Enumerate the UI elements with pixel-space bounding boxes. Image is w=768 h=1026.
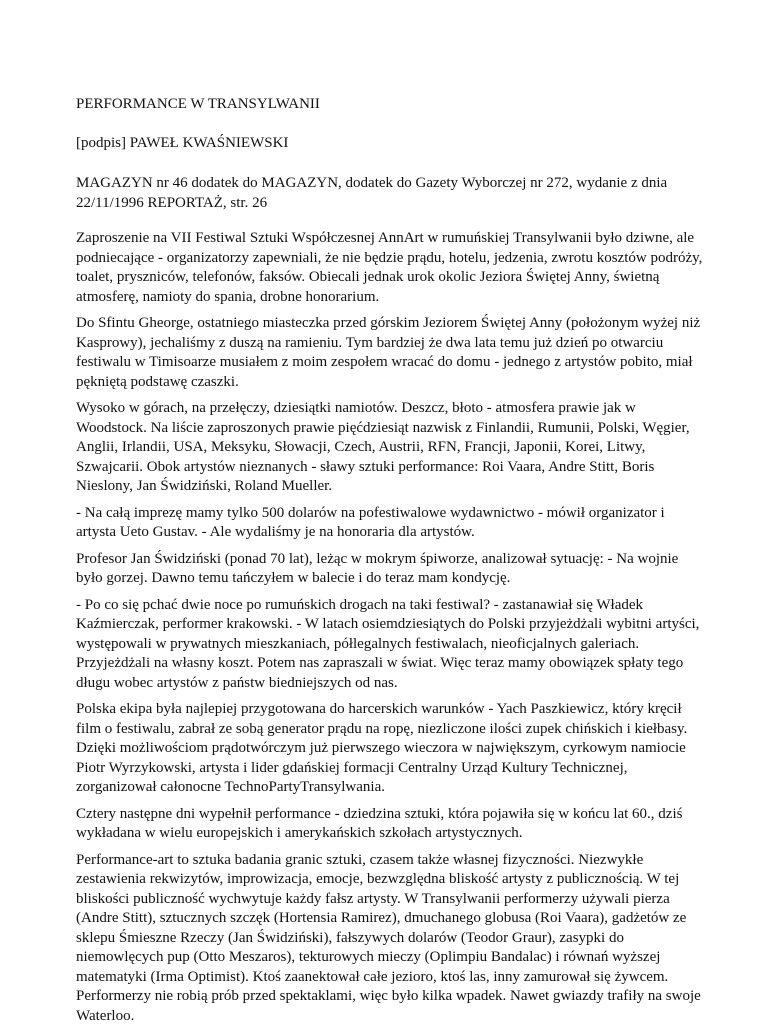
- paragraph: Wysoko w górach, na przełęczy, dziesiątki namiotów. Deszcz, błoto - atmosfera prawie jak w Woodstock. Na liście zaproszonych prawie pięćdziesiąt nazwisk z Finlandii, Rumunii, Polski, Węgier, Anglii, Irlandii, USA, Meksyku, Słowacji, Czech, Austrii, RFN, Francji, Japonii, Korei, Litwy, Szwajcarii. Obok artystów nieznanych - sławy sztuki performance: Roi Vaara, Andre Stitt, Boris Nieslony, Jan Świdziński, Roland Mueller.: [76, 399, 708, 497]
- article-byline: [podpis] PAWEŁ KWAŚNIEWSKI: [76, 134, 708, 154]
- article-source: MAGAZYN nr 46 dodatek do MAGAZYN, dodatek do Gazety Wyborczej nr 272, wydanie z dnia 22/11/1996 REPORTAŻ, str. 26: [76, 174, 708, 213]
- paragraph: Polska ekipa była najlepiej przygotowana do harcerskich warunków - Yach Paszkiewicz, który kręcił film o festiwalu, zabrał ze sobą generator prądu na ropę, niezliczone ilości zupek chińskich i kiełbasy. Dzięki możliwościom prądotwórczym już pierwszego wieczora w największym, cyrkowym namiocie Piotr Wyrzykowski, artysta i lider gdańskiej formacji Centralny Urząd Kultury Technicznej, zorganizował całonocne TechnoPartyTransylwania.: [76, 700, 708, 798]
- paragraph: - Po co się pchać dwie noce po rumuńskich drogach na taki festiwal? - zastanawiał się Władek Kaźmierczak, performer krakowski. - W latach osiemdziesiątych do Polski przyjeżdżali wybitni artyści, występowali w prywatnych mieszkaniach, półlegalnych festiwalach, nieoficjalnych galeriach. Przyjeżdżali na własny koszt. Potem nas zapraszali w świat. Więc teraz mamy obowiązek spłaty tego długu wobec artystów z państw biedniejszych od nas.: [76, 596, 708, 694]
- paragraph: Do Sfintu Gheorge, ostatniego miasteczka przed górskim Jeziorem Świętej Anny (położonym wyżej niż Kasprowy), jechaliśmy z duszą na ramieniu. Tym bardziej że dwa lata temu już dzień po otwarciu festiwalu w Timisoarze musiałem z moim zespołem wracać do domu - jednego z artystów pobito, miał pękniętą podstawę czaszki.: [76, 314, 708, 392]
- paragraph: Performance-art to sztuka badania granic sztuki, czasem także własnej fizyczności. Niezwykłe zestawienia rekwizytów, improwizacja, emocje, bezwzględna bliskość artysty z publicznością. W tej bliskości publiczność wychwytuje każdy fałsz artysty. W Transylwanii performerzy używali pierza (Andre Stitt), sztucznych szczęk (Hortensia Ramirez), dmuchanego globusa (Roi Vaara), gadżetów ze sklepu Śmieszne Rzeczy (Jan Świdziński), fałszywych dolarów (Teodor Graur), zasypki do niemowlęcych pup (Otto Meszaros), tekturowych mieczy (Oplimpiu Bandalac) i równań wyższej matematyki (Irma Optimist). Ktoś zaanektował całe jezioro, ktoś las, inny zamurował się żywcem. Performerzy nie robią prób przed spektaklami, więc było kilka wpadek. Nawet gwiazdy trafiły na swoje Waterloo.: [76, 851, 708, 1026]
- article-title: PERFORMANCE W TRANSYLWANII: [76, 95, 708, 115]
- paragraph: - Na całą imprezę mamy tylko 500 dolarów na pofestiwalowe wydawnictwo - mówił organizator i artysta Ueto Gustav. - Ale wydaliśmy je na honoraria dla artystów.: [76, 504, 708, 543]
- paragraph: Cztery następne dni wypełnił performance - dziedzina sztuki, która pojawiła się w końcu lat 60., dziś wykładana w wielu europejskich i amerykańskich szkołach artystycznych.: [76, 805, 708, 844]
- paragraph: Profesor Jan Świdziński (ponad 70 lat), leżąc w mokrym śpiworze, analizował sytuację: - Na wojnie było gorzej. Dawno temu tańczyłem w balecie i do teraz mam kondycję.: [76, 550, 708, 589]
- paragraph: Zaproszenie na VII Festiwal Sztuki Współczesnej AnnArt w rumuńskiej Transylwanii było dziwne, ale podniecające - organizatorzy zapewniali, że nie będzie prądu, hotelu, jedzenia, zwrotu kosztów podróży, toalet, pryszniców, telefonów, faksów. Obiecali jednak urok okolic Jeziora Świętej Anny, świetną atmosferę, namioty do spania, drobne honorarium.: [76, 229, 708, 307]
